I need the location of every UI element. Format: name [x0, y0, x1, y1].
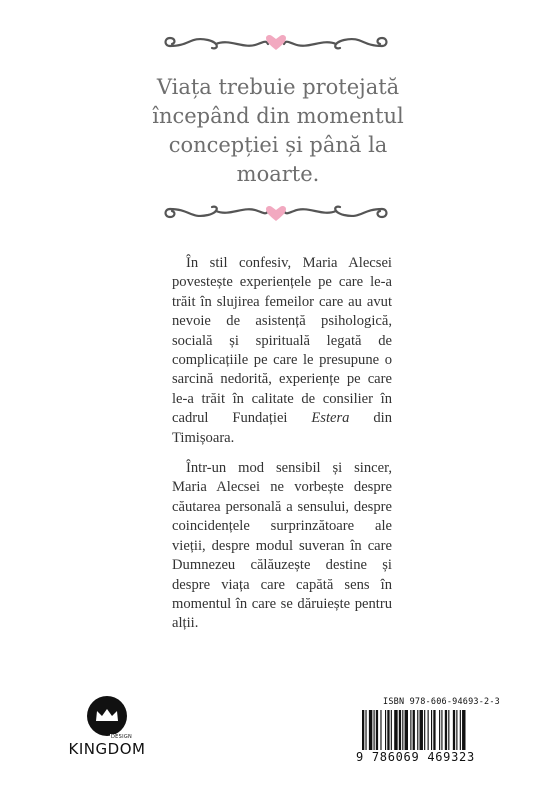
isbn-label: ISBN 978-606-94693-2-3 [383, 697, 500, 707]
back-cover-text [172, 254, 392, 634]
barcode-bars [362, 710, 500, 750]
top-ornament [160, 32, 392, 54]
publisher-name: KINGDOM [68, 740, 146, 758]
paragraph-2: Într-un mod sensibil și sincer, Maria Alecsei ne vorbește despre căutarea personală a sensului, despre coincidențele surprinzătoare ale vieții, despre modul suveran în care Dumnezeu călăuzește destine și despre viața care capătă sens în momentul în care se dăruiește pentru alții. [172, 460, 392, 632]
heart-icon [266, 35, 286, 50]
publisher-sub: DESIGN [111, 734, 133, 740]
logo-emblem [87, 696, 127, 736]
heart-icon [266, 206, 286, 221]
publisher-logo [62, 696, 152, 766]
quote: Viața trebuie protejată începând din momentul concepției și până la moarte. [152, 75, 404, 186]
paragraph-1: În stil confesiv, Maria Alecsei povestește experiențele pe care le-a trăit în slujirea femeilor care au avut nevoie de asistență psihologică, socială și spirituală legată de complicațiile pe care le presupune o sarcină nedorită, experiențe pe care le-a trăit în calitate de consilier în cadrul Fundației Estera din Timișoara. [172, 255, 392, 446]
barcode-digits: 9 786069 469323 [356, 750, 475, 764]
isbn-barcode [350, 697, 500, 767]
crown-icon [87, 696, 127, 736]
foundation-name: Estera [311, 410, 350, 427]
bottom-ornament [160, 201, 392, 223]
